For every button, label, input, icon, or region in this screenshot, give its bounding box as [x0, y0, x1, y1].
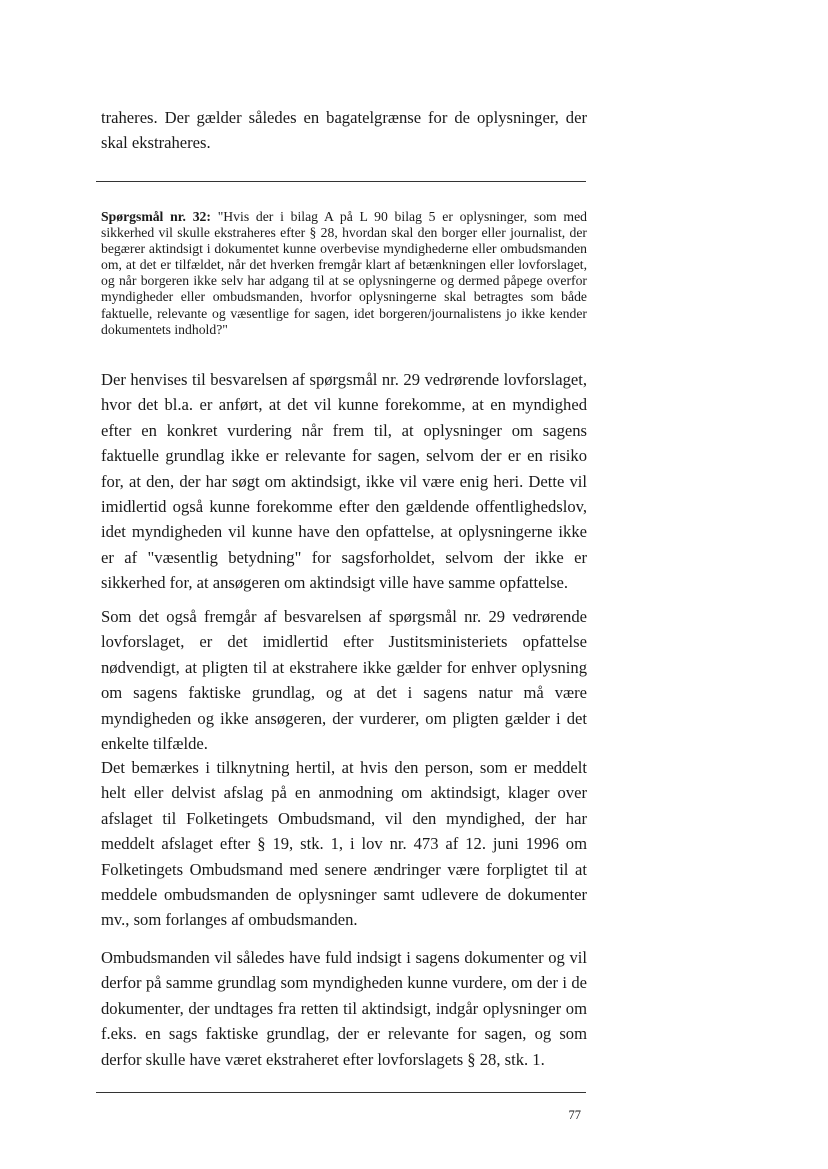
answer-paragraph-2: Som det også fremgår af besvarelsen af spørgsmål nr. 29 vedrørende lovforslaget, er det imidlertid efter Justitsministeriets opfattelse nødvendigt, at pligten til at ekstrahere ikke gælder for enhver oplysning om sagens faktiske grundlag, og at det i sagens natur må være myndigheden og ikke ansøgeren, der vurderer, om pligten gælder i det enkelte tilfælde. — [101, 607, 587, 754]
question-label: Spørgsmål nr. 32: — [101, 209, 211, 224]
question-block — [101, 209, 587, 338]
section-divider-bottom — [96, 1092, 586, 1093]
question-text: "Hvis der i bilag A på L 90 bilag 5 er oplysninger, som med sikkerhed vil skulle ekstraheres efter § 28, hvordan skal den borger eller journalist, der begærer aktindsigt i dokumentet kunne overbevise myndighederne eller ombudsmanden om, at det er tilfældet, når det hverken fremgår klart af betænkningen eller lovforslaget, og når borgeren ikke selv har adgang til at se oplysningerne og dermed påpege overfor myndigheder eller ombudsmanden, hvorfor oplysningerne skal betragtes som både faktuelle, relevante og væsentlige for sagen, idet borgeren/journalistens jo ikke kender dokumentets indhold?" — [101, 209, 587, 337]
section-divider-top — [96, 181, 586, 182]
answer-paragraph-1: Der henvises til besvarelsen af spørgsmål nr. 29 vedrørende lovforslaget, hvor det bl.a. er anført, at det vil kunne forekomme, at en myndighed efter en konkret vurdering når frem til, at oplysninger om sagens faktuelle grundlag ikke er relevante for sagen, selvom der er en risiko for, at den, der har søgt om aktindsigt, ikke vil være enig heri. Dette vil imidlertid også kunne forekomme efter den gældende offentlighedslov, idet myndigheden vil kunne have den opfattelse, at oplysningerne ikke er af "væsentlig betydning" for sagsforholdet, selvom der ikke er sikkerhed for, at ansøgeren om aktindsigt ville have samme opfattelse. — [101, 370, 587, 593]
intro-paragraph: traheres. Der gælder således en bagatelgrænse for de oplysninger, der skal ekstraheres. — [101, 108, 587, 153]
page-number: 77 — [568, 1108, 581, 1122]
answer-paragraph-4: Ombudsmanden vil således have fuld indsigt i sagens dokumenter og vil derfor på samme grundlag som myndigheden kunne vurdere, om der i de dokumenter, der undtages fra retten til aktindsigt, indgår oplysninger om f.eks. en sags faktiske grundlag, der er relevante for sagen, og som derfor skulle have været ekstraheret efter lovforslagets § 28, stk. 1. — [101, 948, 587, 1069]
answer-paragraph-3: Det bemærkes i tilknytning hertil, at hvis den person, som er meddelt helt eller delvist afslag på en anmodning om aktindsigt, klager over afslaget til Folketingets Ombudsmand, vil den myndighed, der har meddelt afslaget efter § 19, stk. 1, i lov nr. 473 af 12. juni 1996 om Folketingets Ombudsmand med senere ændringer være forpligtet til at meddele ombudsmanden de oplysninger samt udlevere de dokumenter mv., som forlanges af ombudsmanden. — [101, 758, 587, 930]
